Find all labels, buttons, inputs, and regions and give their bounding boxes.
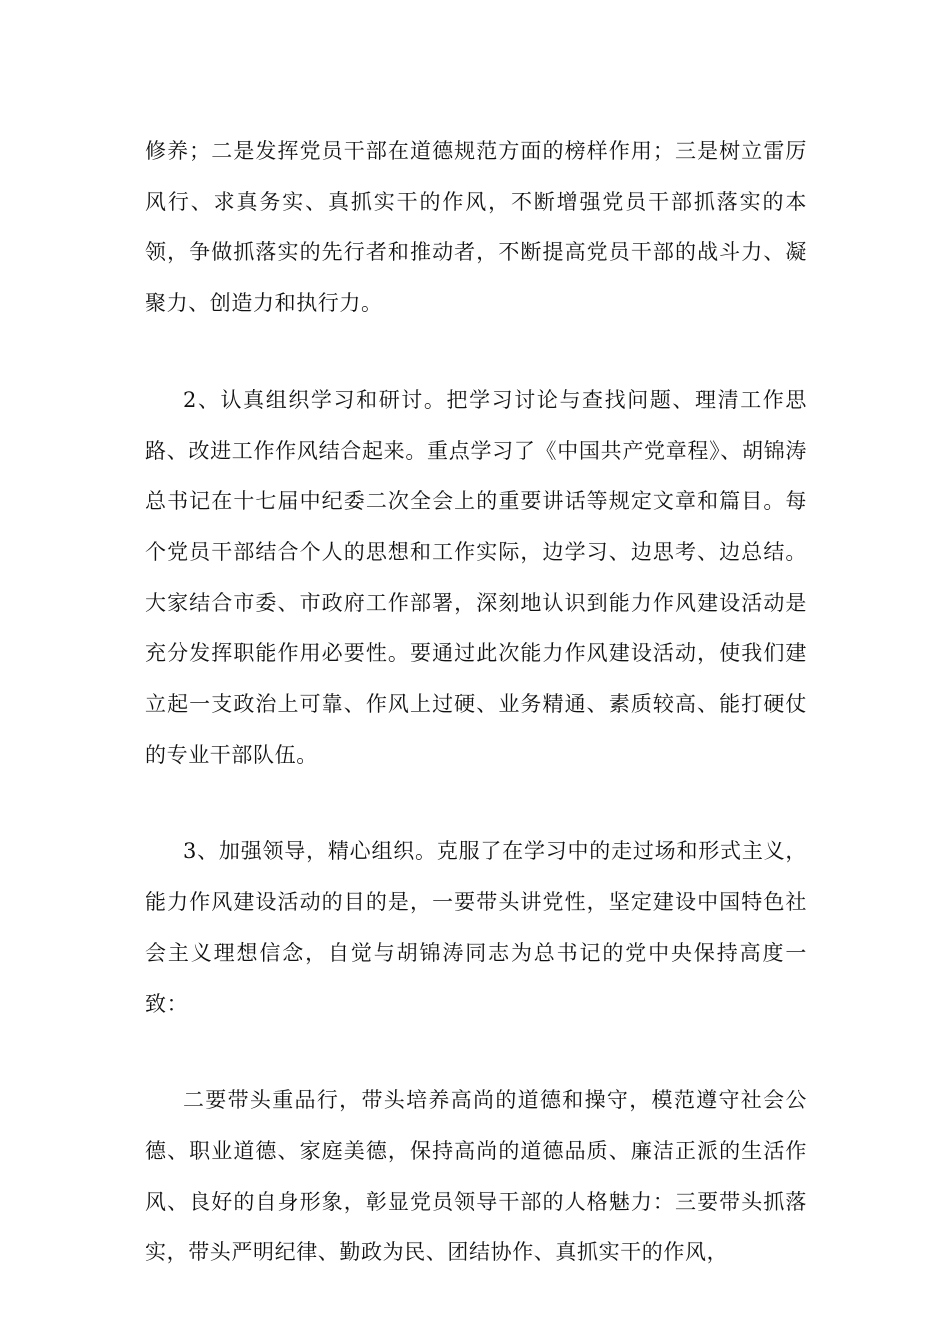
paragraph-continuation: 修养；二是发挥党员干部在道德规范方面的榜样作用；三是树立雷厉风行、求真务实、真抓实干的作风，不断增强党员干部抓落实的本领，争做抓落实的先行者和推动者，不断提高党员干部的战斗力、凝聚力、创造力和执行力。 [145,139,807,316]
paragraph-conduct: 二要带头重品行，带头培养高尚的道德和操守，模范遵守社会公德、职业道德、家庭美德，保持高尚的道德品质、廉洁正派的生活作风、良好的自身形象，彰显党员领导干部的人格魅力：三要带头抓落实，带头严明纪律、勤政为民、团结协作、真抓实干的作风， [145,1088,807,1265]
document-body [145,126,807,1278]
paragraph-leadership: 3、加强领导，精心组织。克服了在学习中的走过场和形式主义，能力作风建设活动的目的是，一要带头讲党性，坚定建设中国特色社会主义理想信念，自觉与胡锦涛同志为总书记的党中央保持高度一致： [145,839,807,1016]
paragraph-study-discussion: 2、认真组织学习和研讨。把学习讨论与查找问题、理清工作思路、改进工作作风结合起来。重点学习了《中国共产党章程》、胡锦涛总书记在十七届中纪委二次全会上的重要讲话等规定文章和篇目。每个党员干部结合个人的思想和工作实际，边学习、边思考、边总结。大家结合市委、市政府工作部署，深刻地认识到能力作风建设活动是充分发挥职能作用必要性。要通过此次能力作风建设活动，使我们建立起一支政治上可靠、作风上过硬、业务精通、素质较高、能打硬仗的专业干部队伍。 [145,387,807,767]
